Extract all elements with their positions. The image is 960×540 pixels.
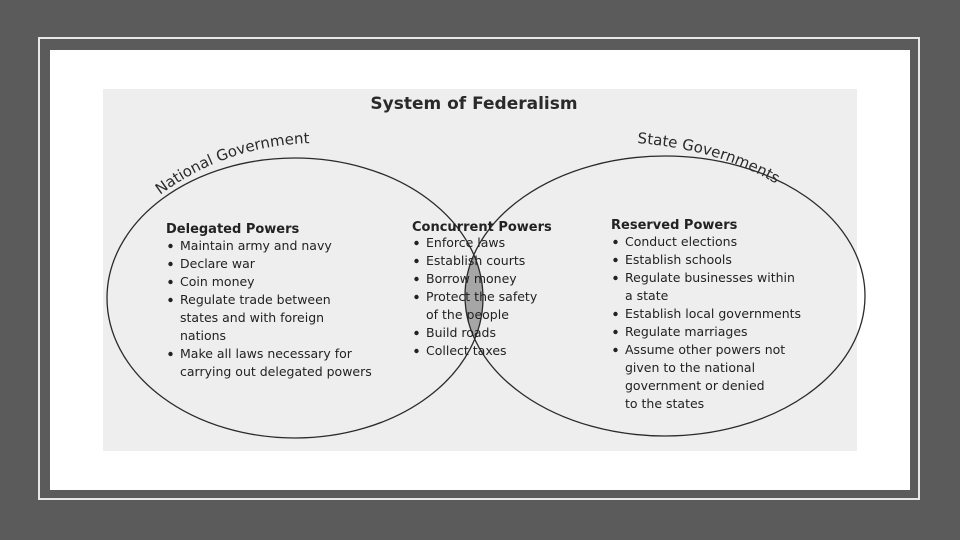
bullet-icon — [168, 352, 172, 356]
concurrent-power-item: Establish courts — [426, 253, 526, 268]
bullet-icon — [414, 349, 418, 353]
state-power-item: a state — [625, 288, 669, 303]
concurrent-power-item: Collect taxes — [426, 343, 507, 358]
concurrent-power-item: Protect the safety — [426, 289, 538, 304]
concurrent-power-item: of the people — [426, 307, 509, 322]
state-power-item: given to the national — [625, 360, 756, 375]
state-power-item: to the states — [625, 396, 705, 411]
bullet-icon — [613, 312, 617, 316]
concurrent-power-item: Build roads — [426, 325, 496, 340]
national-power-item: Regulate trade between — [180, 292, 331, 307]
state-governments-label-path: State Governments — [636, 129, 784, 188]
reserved-powers-list — [613, 234, 801, 411]
state-governments-label — [637, 129, 783, 187]
concurrent-powers-list — [414, 235, 538, 358]
national-power-item: carrying out delegated powers — [180, 364, 372, 379]
national-government-label — [152, 129, 310, 198]
bullet-icon — [613, 276, 617, 280]
bullet-icon — [414, 295, 418, 299]
bullet-icon — [168, 298, 172, 302]
national-power-item: Declare war — [180, 256, 255, 271]
national-power-item: nations — [180, 328, 227, 343]
bullet-icon — [414, 331, 418, 335]
state-power-item: Assume other powers not — [625, 342, 786, 357]
bullet-icon — [613, 348, 617, 352]
reserved-powers-heading: Reserved Powers — [611, 218, 738, 233]
national-power-item: states and with foreign — [180, 310, 325, 325]
bullet-icon — [168, 280, 172, 284]
bullet-icon — [613, 330, 617, 334]
delegated-powers-list — [168, 238, 371, 379]
state-power-item: government or denied — [625, 378, 765, 393]
state-power-item: Conduct elections — [625, 234, 738, 249]
national-power-item: Maintain army and navy — [180, 238, 332, 253]
state-power-item: Establish local governments — [625, 306, 802, 321]
bullet-icon — [613, 240, 617, 244]
concurrent-powers-heading: Concurrent Powers — [412, 220, 552, 235]
national-government-label-path: National Government — [151, 129, 310, 199]
bullet-icon — [168, 262, 172, 266]
bullet-icon — [414, 277, 418, 281]
bullet-icon — [414, 241, 418, 245]
delegated-powers-heading: Delegated Powers — [166, 222, 300, 237]
national-power-item: Make all laws necessary for — [180, 346, 352, 361]
state-power-item: Regulate businesses within — [625, 270, 795, 285]
state-power-item: Establish schools — [625, 252, 732, 267]
bullet-icon — [613, 258, 617, 262]
national-power-item: Coin money — [180, 274, 255, 289]
bullet-icon — [168, 244, 172, 248]
state-power-item: Regulate marriages — [625, 324, 748, 339]
concurrent-power-item: Borrow money — [426, 271, 517, 286]
bullet-icon — [414, 259, 418, 263]
concurrent-power-item: Enforce laws — [426, 235, 506, 250]
diagram-title: System of Federalism — [370, 94, 578, 114]
